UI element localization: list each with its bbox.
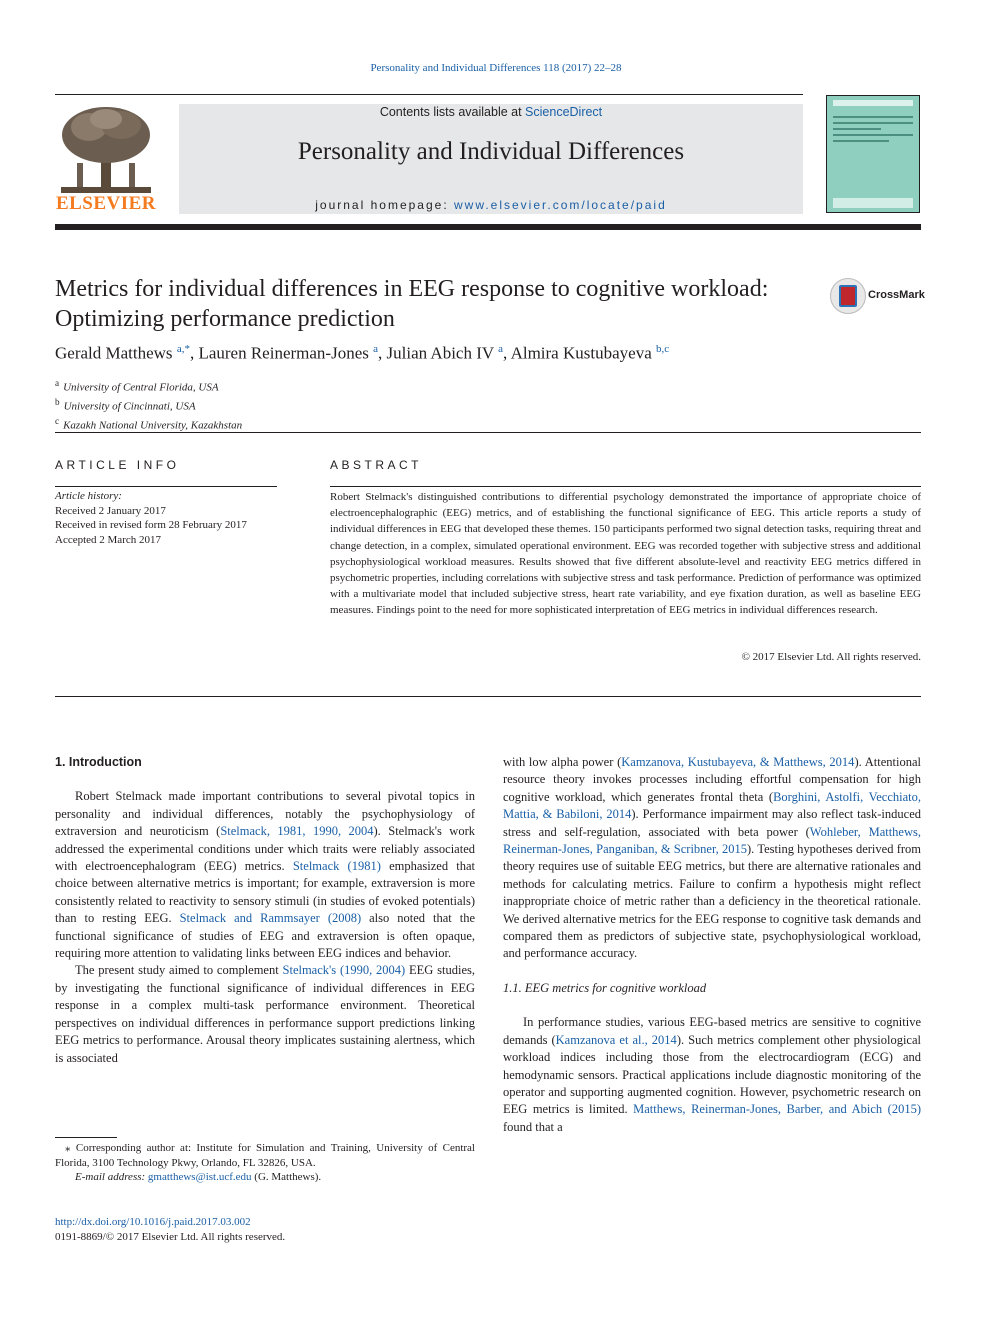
citation-link[interactable]: Borghini, Astolfi, Vecchiato, Mattia, & Babiloni, 2014 [503, 789, 921, 822]
author-name[interactable]: Julian Abich IV [386, 343, 494, 363]
received-date: Received 2 January 2017 [55, 504, 166, 517]
cover-text-lines [833, 116, 913, 146]
paragraph-text: emphasized that choice between alternative metrics is important; for example, extraversion is more consistently related to reactivity to sensory stimuli (in studies of evoked potentials) than to resting EEG. [55, 859, 476, 926]
author-list: Gerald Matthews $^{a,*}$, Lauren Reinerman-Jones $^a$, Julian Abich IV $^a$, Almira Kustubayeva $^{b,c}$ [55, 343, 670, 363]
author-affil-mark[interactable]: a,* [176, 343, 190, 355]
paragraph-text: ). Stelmack's work addressed the experimental conditions under which traits were reliably associated with electroencephalogram (EEG) metrics. [55, 824, 475, 874]
crossmark-label: CrossMark [868, 289, 925, 301]
citation-link[interactable]: Stelmack and Rammsayer (2008) [179, 911, 362, 926]
section-divider [55, 432, 921, 433]
body-left-column [55, 754, 475, 1067]
elsevier-tree-icon [55, 103, 157, 195]
cover-title-bar [833, 100, 913, 106]
cover-footer [833, 198, 913, 208]
citation-link[interactable]: Stelmack (1981) [292, 859, 381, 874]
affiliations [55, 376, 242, 433]
abstract-rule [330, 486, 921, 487]
banner-top-rule [55, 94, 803, 95]
email-label: E-mail address: [75, 1171, 148, 1183]
sciencedirect-link[interactable]: ScienceDirect [525, 105, 603, 119]
intro-paragraph [55, 962, 475, 1066]
contents-prefix: Contents lists available at [379, 105, 526, 119]
citation-link[interactable]: Stelmack's (1990, 2004) [282, 963, 406, 978]
subsection-heading: 1.1. EEG metrics for cognitive workload [503, 980, 707, 995]
journal-name: Personality and Individual Differences [297, 138, 685, 165]
homepage-prefix: journal homepage: [315, 198, 454, 212]
paragraph-text: ). Testing hypotheses derived from theory requires use of suitable EEG metrics, but there are alternative rationales and methods for calculating metrics. Failure to confirm a hypothesis might reflect inappropriate choice of metric rather than a deficiency in the theoretical rationale. We derived alternative metrics for the EEG response to cognitive task demands and compared them as predictors of subjective state, psychophysiological workload, and performance accuracy. [503, 842, 921, 961]
affiliation-item: $^a$ University of Central Florida, USA [55, 378, 219, 394]
abstract-text: Robert Stelmack's distinguished contributions to differential psychology demonstrated the importance of appropriate choice of electroencephalographic (EEG) metrics, and of establishing the functional significance of EEG. This article reports a study of individual differences in EEG that developed these themes. 150 participants performed two signal detection tasks, requiring threat and change detection, in a complex, simulated operational environment. EEG was recorded together with subjective stress and additional psychophysiological workload measures. Results showed that five different absolute-level and reactivity EEG metrics differed in psychometric properties, including correlations with subjective stress and task performance. Prediction of performance was optimized with a multivariate model that included subjective stress, heart rate variability, and eye fixation duration, as well as baseline EEG measures. Findings point to the need for more sophisticated interpretation of EEG metrics in individual differences research. [330, 491, 921, 617]
body-right-column [503, 754, 921, 1136]
crossmark-badge[interactable] [830, 276, 940, 316]
abstract-copyright: © 2017 Elsevier Ltd. All rights reserved. [741, 651, 921, 663]
author-affil-mark[interactable]: a [373, 343, 379, 355]
revised-date: Received in revised form 28 February 2017 [55, 519, 247, 532]
author-name[interactable]: Lauren Reinerman-Jones [198, 343, 369, 363]
footnote-marker: ⁎ [65, 1142, 71, 1154]
affiliation-item: $^c$ Kazakh National University, Kazakhstan [55, 416, 243, 432]
author-affil-mark[interactable]: a [498, 343, 504, 355]
paragraph-text: also noted that the functional significance of studies of EEG and extraversion is often opaque, requiring more attention to validating links between EEG indices and behavior. [55, 911, 475, 961]
footnote-text: Corresponding author at: Institute for Simulation and Training, University of Central Florida, 3100 Technology Pkwy, Orlando, FL 32826, USA. [55, 1142, 475, 1169]
paragraph-text: Robert Stelmack made important contributions to several pivotal topics in personality and individual differences, notably the psychophysiology of extraversion and neuroticism ( [55, 789, 475, 839]
author-name[interactable]: Gerald Matthews [55, 343, 173, 363]
paragraph-text: In performance studies, various EEG-based metrics are sensitive to cognitive demands ( [503, 1015, 921, 1047]
doi-block [55, 1215, 285, 1244]
article-title-line-1: Metrics for individual differences in EEG response to cognitive workload: [55, 276, 769, 302]
corresponding-author-footnote [55, 1141, 475, 1185]
citation-link[interactable]: Stelmack, 1981, 1990, 2004 [220, 824, 374, 839]
paragraph-text: EEG studies, by investigating the functional significance of individual differences in EEG response in a complex multi-task performance environment. Theoretical perspectives on individual differences in performance support predictions linking EEG metrics to performance. Arousal theory implicates sustaining alertness, which is associated [55, 963, 475, 1065]
issn-copyright: 0191-8869/© 2017 Elsevier Ltd. All rights reserved. [55, 1230, 286, 1243]
crossmark-icon [830, 278, 866, 314]
paragraph-text: with low alpha power ( [503, 755, 622, 769]
paragraph-text: found that a [503, 1119, 563, 1134]
citation-link[interactable]: Kamzanova et al., 2014 [555, 1032, 677, 1047]
intro-paragraph [55, 788, 475, 962]
email-suffix: (G. Matthews). [251, 1171, 322, 1183]
elsevier-logo[interactable] [55, 103, 157, 215]
journal-citation[interactable]: Personality and Individual Differences 118 (2017) 22–28 [370, 62, 622, 74]
history-label: Article history: [55, 490, 122, 502]
paragraph-text: ). Attentional resource theory invokes processes including effortful compensation for high cognitive workload, which generates frontal theta ( [503, 755, 921, 804]
footnote-rule [55, 1137, 117, 1138]
abstract-heading: ABSTRACT [330, 458, 423, 472]
paragraph-text: ). Performance impairment may also reflect task-induced stress and self-regulation, associated with beta power ( [503, 807, 921, 839]
citation-link[interactable]: Kamzanova, Kustubayeva, & Matthews, 2014 [621, 755, 855, 769]
intro-heading: 1. Introduction [55, 755, 142, 769]
article-info-rule [55, 486, 277, 487]
doi-link[interactable]: http://dx.doi.org/10.1016/j.paid.2017.03.002 [55, 1216, 251, 1228]
elsevier-wordmark: ELSEVIER [55, 193, 157, 214]
email-link[interactable]: gmatthews@ist.ucf.edu [147, 1171, 252, 1183]
article-info-heading: ARTICLE INFO [55, 458, 180, 472]
header-thick-rule [55, 224, 921, 230]
intro-paragraph [503, 1014, 921, 1136]
article-history [55, 489, 247, 547]
author-affil-mark[interactable]: b,c [655, 343, 670, 355]
homepage-link[interactable]: www.elsevier.com/locate/paid [454, 198, 667, 212]
article-title-line-2: Optimizing performance prediction [55, 306, 395, 332]
accepted-date: Accepted 2 March 2017 [55, 533, 161, 546]
article-title [55, 274, 815, 334]
paragraph-text: The present study aimed to complement [75, 963, 283, 978]
citation-link[interactable]: Wohleber, Matthews, Reinerman-Jones, Panganiban, & Scribner, 2015 [503, 824, 922, 857]
affiliation-item: $^b$ University of Cincinnati, USA [55, 397, 196, 413]
citation-link[interactable]: Matthews, Reinerman-Jones, Barber, and Abich (2015) [633, 1102, 922, 1117]
homepage-line [179, 198, 803, 212]
intro-paragraph [503, 754, 921, 963]
paragraph-text: ). Such metrics complement other physiological workload indices including those from the electrocardiogram (ECG) and hemodynamic sensors. Practical applications include diagnostic monitoring of the operator and supporting augmented cognition. However, psychometric research on EEG metrics is limited. [503, 1032, 921, 1117]
abstract-bottom-rule [55, 696, 921, 697]
contents-line [179, 105, 803, 119]
author-name[interactable]: Almira Kustubayeva [510, 343, 652, 363]
journal-cover-thumbnail[interactable] [826, 95, 920, 213]
